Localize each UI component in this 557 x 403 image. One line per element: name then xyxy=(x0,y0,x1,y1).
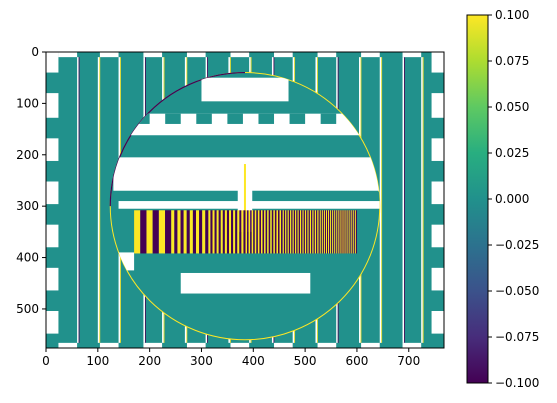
heatmap-frequency-bar xyxy=(348,210,349,253)
heatmap-gap-line xyxy=(403,57,405,343)
heatmap-frequency-bar xyxy=(247,210,249,253)
heatmap-border-block xyxy=(318,343,337,348)
y-tick-label: 500 xyxy=(16,301,39,316)
heatmap-frequency-bar xyxy=(276,210,278,253)
heatmap-frequency-bar xyxy=(263,210,265,253)
heatmap-frequency-bar xyxy=(259,210,261,253)
heatmap-frequency-bar xyxy=(333,210,334,253)
heatmap-frequency-bar xyxy=(270,210,272,253)
x-axis xyxy=(42,348,420,368)
heatmap-frequency-bar xyxy=(305,210,306,253)
heatmap-frequency-bar xyxy=(275,210,277,253)
x-tick-label: 700 xyxy=(397,354,421,368)
heatmap-frequency-bar xyxy=(293,210,294,253)
heatmap-frequency-bar xyxy=(227,210,229,253)
heatmap-border-block xyxy=(361,343,380,348)
heatmap-frequency-bar xyxy=(325,210,326,253)
heatmap-edge-line xyxy=(423,57,424,343)
heatmap-frequency-bar xyxy=(239,210,241,253)
colorbar-tick-label: −0.100 xyxy=(495,376,540,390)
heatmap-frequency-bar xyxy=(342,210,343,253)
y-tick-label: 300 xyxy=(16,199,39,214)
x-tick-label: 400 xyxy=(241,354,265,368)
heatmap-frequency-bar xyxy=(243,210,245,253)
heatmap-frequency-bar xyxy=(334,210,335,253)
heatmap-frequency-bar xyxy=(221,210,223,253)
heatmap-frequency-bar xyxy=(336,210,337,253)
heatmap-frequency-bar xyxy=(311,210,312,253)
heatmap-frequency-bar xyxy=(267,210,269,253)
heatmap-frequency-bar xyxy=(327,210,328,253)
heatmap-border-block xyxy=(361,52,380,57)
heatmap-border-block xyxy=(143,343,162,348)
heatmap-band-block xyxy=(165,114,181,124)
heatmap-frequency-bar xyxy=(356,210,357,253)
heatmap-border-block xyxy=(432,52,444,73)
heatmap-frequency-bar xyxy=(272,210,274,253)
heatmap-frequency-bar xyxy=(320,210,321,253)
heatmap-white-region xyxy=(124,114,378,136)
heatmap-frequency-bar xyxy=(217,210,219,253)
heatmap-frequency-bar xyxy=(331,210,332,253)
heatmap-frequency-bar xyxy=(261,210,263,253)
heatmap-border-block xyxy=(143,52,162,57)
heatmap-frequency-bar xyxy=(225,210,227,253)
heatmap-frequency-bar xyxy=(302,210,303,253)
heatmap-frequency-bar xyxy=(231,210,233,253)
heatmap-border-block xyxy=(274,343,293,348)
heatmap-frequency-bar xyxy=(246,210,248,253)
heatmap-frequency-bar xyxy=(312,210,313,253)
heatmap-border-block xyxy=(100,343,119,348)
heatmap-border-block xyxy=(46,138,58,161)
heatmap-frequency-bar xyxy=(233,210,235,253)
heatmap-frequency-bar xyxy=(208,210,210,253)
x-tick-label: 600 xyxy=(345,354,369,368)
heatmap-frequency-bar xyxy=(165,210,171,253)
x-tick-label: 200 xyxy=(138,354,162,368)
colorbar xyxy=(467,15,488,383)
heatmap-band-block xyxy=(196,114,212,124)
heatmap-gap-line xyxy=(98,57,100,343)
heatmap-frequency-bar xyxy=(269,210,271,253)
heatmap-frequency-bar xyxy=(345,210,346,253)
heatmap-frequency-bar xyxy=(205,210,208,253)
heatmap-frequency-bar xyxy=(253,210,255,253)
heatmap-frequency-bar xyxy=(140,210,146,253)
heatmap-frequency-bar xyxy=(278,210,280,253)
y-tick-label: 200 xyxy=(16,147,39,162)
heatmap-frequency-bar xyxy=(283,210,284,253)
heatmap-gap-line xyxy=(77,57,79,343)
heatmap-frequency-bar xyxy=(310,210,311,253)
y-tick-label: 400 xyxy=(16,250,39,265)
heatmap-frequency-bar xyxy=(290,210,291,253)
heatmap-frequency-bar xyxy=(159,210,165,253)
heatmap-frequency-bar xyxy=(295,210,296,253)
heatmap-frequency-bar xyxy=(317,210,318,253)
colorbar-tick-label: −0.025 xyxy=(495,238,540,252)
heatmap-frequency-bar xyxy=(266,210,268,253)
y-tick-label: 100 xyxy=(16,96,39,111)
heatmap-frequency-bar xyxy=(210,210,212,253)
heatmap-frequency-bar xyxy=(134,210,140,253)
heatmap-frequency-bar xyxy=(256,210,258,253)
heatmap-plot-area xyxy=(46,52,444,348)
x-tick-label: 100 xyxy=(86,354,110,368)
heatmap-frequency-bar xyxy=(294,210,295,253)
heatmap-frequency-bar xyxy=(199,210,202,253)
colorbar-tick-label: 0.000 xyxy=(495,192,530,206)
heatmap-frequency-bar xyxy=(300,210,301,253)
heatmap-border-block xyxy=(274,52,293,57)
colorbar-tick-label: −0.075 xyxy=(495,330,540,344)
heatmap-frequency-bar xyxy=(322,210,323,253)
heatmap-frequency-bar xyxy=(338,210,339,253)
heatmap-frequency-bar xyxy=(281,210,283,253)
heatmap-band-block xyxy=(321,114,337,124)
x-tick-label: 300 xyxy=(190,354,213,368)
heatmap-frequency-bar xyxy=(174,210,177,253)
heatmap-frequency-bar xyxy=(223,210,225,253)
colorbar-tick-label: 0.100 xyxy=(495,8,530,22)
heatmap-frequency-bar xyxy=(335,210,336,253)
heatmap-band-block xyxy=(227,114,243,124)
heatmap-frequency-bar xyxy=(321,210,322,253)
heatmap-frequency-bar xyxy=(273,210,275,253)
heatmap-white-region xyxy=(201,78,288,102)
heatmap-frequency-bar xyxy=(337,210,338,253)
heatmap-frequency-bar xyxy=(347,210,348,253)
heatmap-border-block xyxy=(187,52,206,57)
heatmap-frequency-bar xyxy=(249,210,251,253)
heatmap-band-block xyxy=(258,114,274,124)
heatmap-border-block xyxy=(58,343,77,348)
heatmap-frequency-bar xyxy=(258,210,260,253)
heatmap-frequency-bar xyxy=(314,210,315,253)
colorbar-tick-label: −0.050 xyxy=(495,284,540,298)
heatmap-frequency-bar xyxy=(329,210,330,253)
heatmap-frequency-bar xyxy=(319,210,320,253)
heatmap-frequency-bar xyxy=(289,210,290,253)
heatmap-frequency-bar xyxy=(306,210,307,253)
heatmap-frequency-bar xyxy=(315,210,316,253)
heatmap-frequency-bar xyxy=(309,210,310,253)
heatmap-border-block xyxy=(46,93,58,118)
heatmap-border-block xyxy=(46,52,58,73)
heatmap-border-block xyxy=(230,52,249,57)
y-axis xyxy=(16,45,46,316)
heatmap-frequency-bar xyxy=(229,210,231,253)
heatmap-border-block xyxy=(432,93,444,118)
heatmap-frequency-bar xyxy=(326,210,327,253)
heatmap-border-block xyxy=(432,268,444,291)
colorbar-tick-label: 0.075 xyxy=(495,54,530,68)
heatmap-border-block xyxy=(403,52,422,57)
heatmap-white-region xyxy=(181,273,311,294)
heatmap-frequency-bar xyxy=(301,210,302,253)
heatmap-border-block xyxy=(46,225,58,248)
heatmap-frequency-bar xyxy=(153,210,159,253)
heatmap-frequency-bar xyxy=(296,210,297,253)
heatmap-frequency-bar xyxy=(235,210,237,253)
heatmap-frequency-bar xyxy=(177,210,180,253)
heatmap-frequency-bar xyxy=(339,210,340,253)
heatmap-frequency-bar xyxy=(291,210,292,253)
heatmap-gap-line xyxy=(421,57,423,343)
heatmap-frequency-bar xyxy=(187,210,190,253)
x-tick-label: 500 xyxy=(293,354,317,368)
heatmap-frequency-bar xyxy=(330,210,331,253)
heatmap-frequency-bar xyxy=(146,210,152,253)
heatmap-frequency-bar xyxy=(280,210,282,253)
heatmap-frequency-bar xyxy=(307,210,308,253)
heatmap-frequency-bar xyxy=(237,210,239,253)
heatmap-frequency-bar xyxy=(250,210,252,253)
heatmap-border-block xyxy=(187,343,206,348)
heatmap-frequency-bar xyxy=(202,210,205,253)
heatmap-frequency-bar xyxy=(241,210,243,253)
heatmap-edge-line xyxy=(381,57,382,343)
y-tick-label: 0 xyxy=(31,45,39,59)
heatmap-frequency-bar xyxy=(353,210,354,253)
heatmap-edge-line xyxy=(99,57,100,343)
heatmap-frequency-bar xyxy=(252,210,254,253)
heatmap-frequency-bar xyxy=(344,210,345,253)
heatmap-border-block xyxy=(58,52,77,57)
heatmap-frequency-bar xyxy=(285,210,286,253)
heatmap-band-block xyxy=(290,114,306,124)
heatmap-frequency-bar xyxy=(213,210,215,253)
heatmap-frequency-bar xyxy=(264,210,266,253)
heatmap-frequency-bar xyxy=(332,210,333,253)
heatmap-frequency-bar xyxy=(352,210,353,253)
heatmap-frequency-bar xyxy=(328,210,329,253)
heatmap-border-block xyxy=(46,182,58,205)
heatmap-frequency-bar xyxy=(299,210,300,253)
heatmap-frequency-bar xyxy=(190,210,193,253)
heatmap-border-block xyxy=(403,343,422,348)
heatmap-frequency-bar xyxy=(171,210,174,253)
x-tick-label: 0 xyxy=(42,354,50,368)
heatmap-frequency-bar xyxy=(351,210,352,253)
heatmap-border-block xyxy=(432,138,444,161)
heatmap-frequency-bar xyxy=(193,210,196,253)
heatmap-border-block xyxy=(46,268,58,291)
heatmap-border-block xyxy=(432,225,444,248)
heatmap-frequency-bar xyxy=(181,210,184,253)
heatmap-frequency-bar xyxy=(355,210,356,253)
heatmap-edge-line xyxy=(79,57,80,343)
heatmap-frequency-bar xyxy=(298,210,299,253)
heatmap-frequency-bar xyxy=(354,210,355,253)
heatmap-frequency-bar xyxy=(341,210,342,253)
heatmap-border-block xyxy=(46,311,58,334)
heatmap-frequency-bar xyxy=(196,210,199,253)
heatmap-frequency-bar xyxy=(350,210,351,253)
heatmap-frequency-bar xyxy=(219,210,221,253)
heatmap-frequency-bar xyxy=(286,210,287,253)
heatmap-border-block xyxy=(432,311,444,334)
heatmap-frequency-bar xyxy=(340,210,341,253)
heatmap-frequency-bar xyxy=(316,210,317,253)
heatmap-frequency-bar xyxy=(215,210,217,253)
heatmap-frequency-bar xyxy=(288,210,289,253)
colorbar-tick-label: 0.025 xyxy=(495,146,530,160)
colorbar-axis xyxy=(488,8,539,390)
heatmap-border-block xyxy=(432,182,444,205)
heatmap-border-block xyxy=(318,52,337,57)
heatmap-frequency-bar xyxy=(346,210,347,253)
colorbar-tick-label: 0.050 xyxy=(495,100,530,114)
heatmap-frequency-bar xyxy=(323,210,324,253)
heatmap-frequency-bar xyxy=(324,210,325,253)
heatmap-border-block xyxy=(100,52,119,57)
heatmap-frequency-bar xyxy=(184,210,187,253)
heatmap-frequency-bar xyxy=(304,210,305,253)
heatmap-frequency-bar xyxy=(284,210,285,253)
heatmap-border-block xyxy=(230,343,249,348)
heatmap-edge-line xyxy=(404,57,405,343)
heatmap-frequency-bar xyxy=(349,210,350,253)
heatmap-frequency-bar xyxy=(255,210,257,253)
